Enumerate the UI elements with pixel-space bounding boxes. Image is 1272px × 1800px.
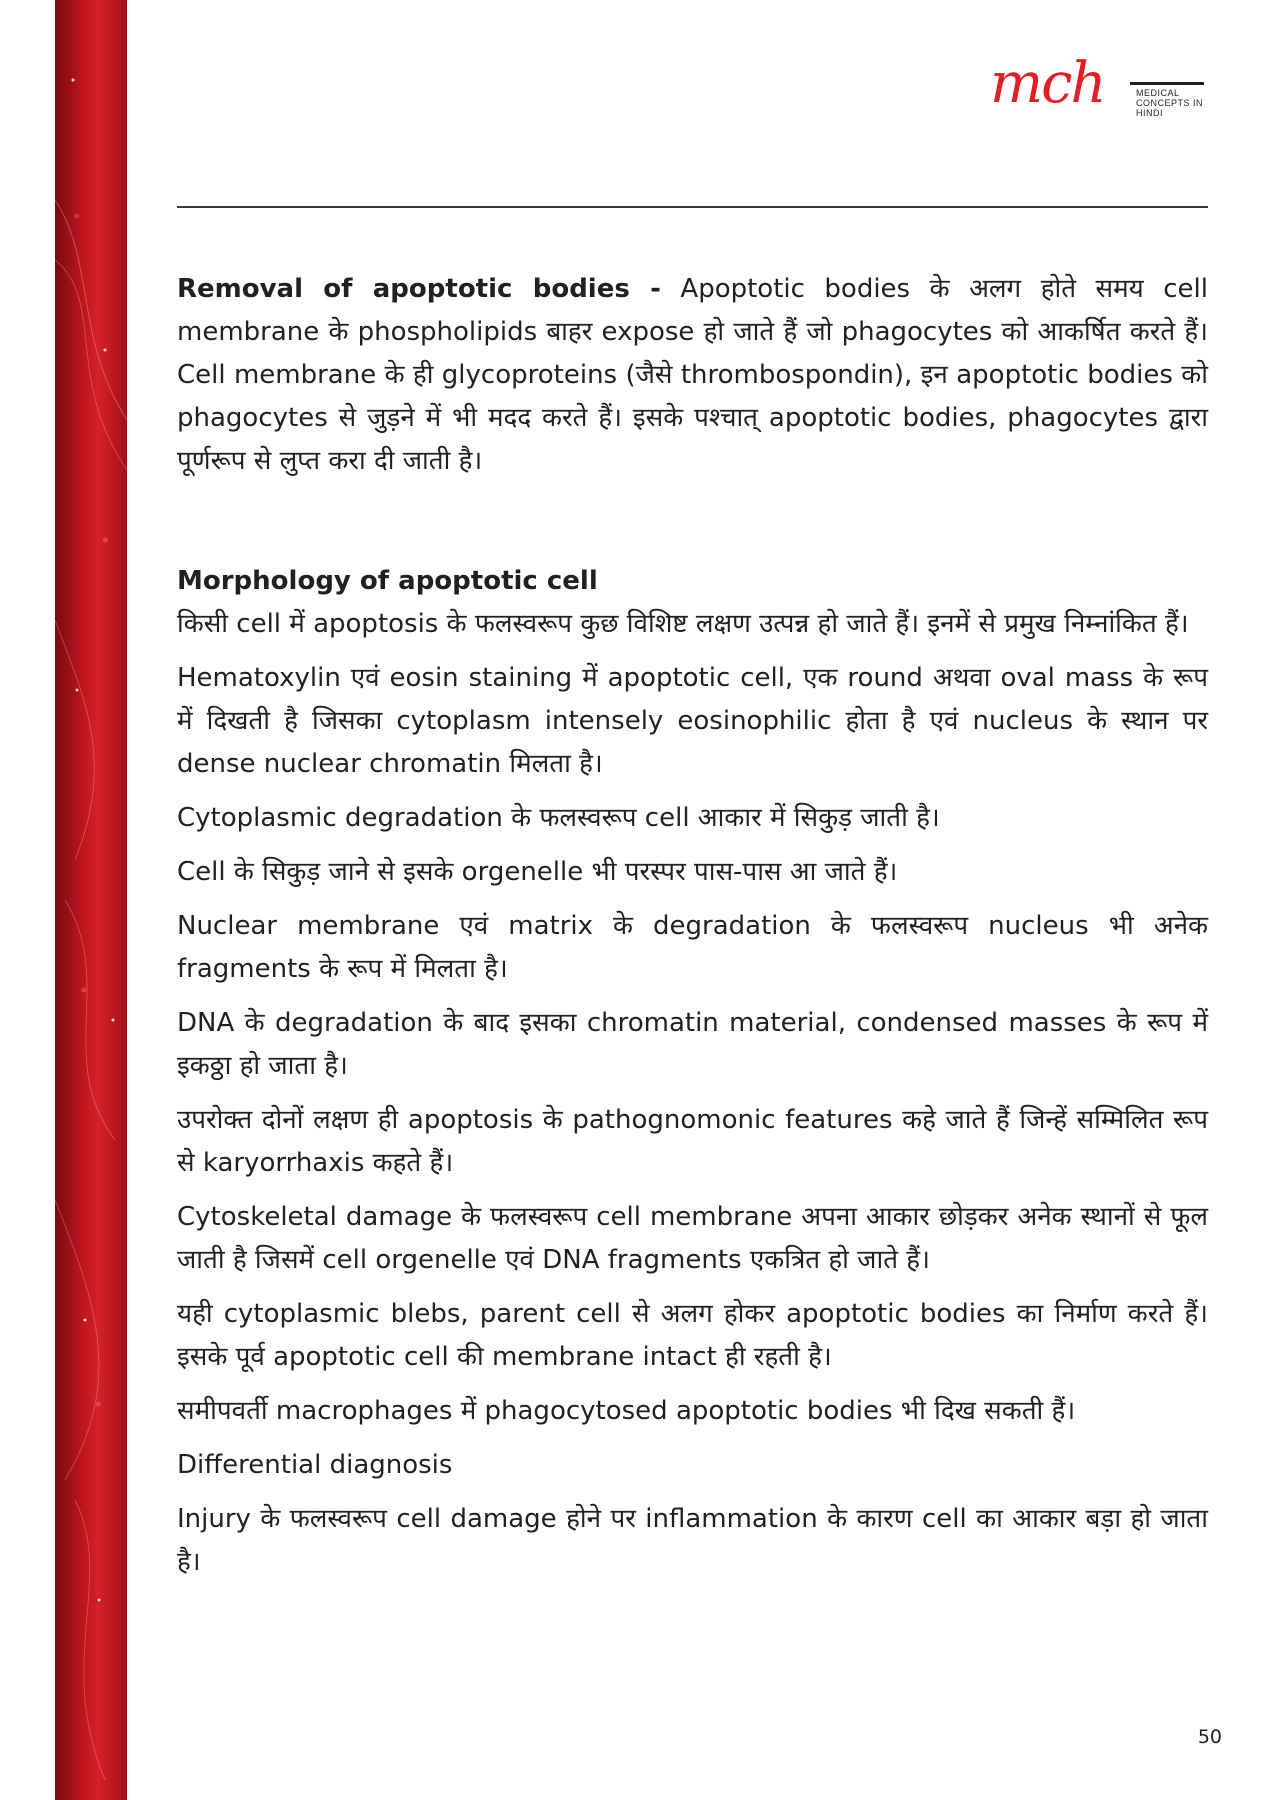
header-divider — [177, 206, 1208, 208]
body-paragraph: Injury के फलस्वरूप cell damage होने पर inflammation के कारण cell का आकार बड़ा हो जाता है। — [177, 1504, 1208, 1577]
decorative-side-band — [55, 0, 127, 1800]
body-paragraph: DNA के degradation के बाद इसका chromatin material, condensed masses के रूप में इकठ्ठा हो जाता है। — [177, 1008, 1208, 1081]
logo-rule — [1130, 82, 1204, 85]
body-paragraph: किसी cell में apoptosis के फलस्वरूप कुछ विशिष्ट लक्षण उत्पन्न हो जाते हैं। इनमें से प्रमुख निम्नांकित हैं। — [177, 609, 1189, 639]
body-paragraph: उपरोक्त दोनों लक्षण ही apoptosis के pathognomonic features कहे जाते हैं जिन्हें सम्मिलित रूप से karyorrhaxis कहते हैं। — [177, 1105, 1208, 1178]
page-content — [177, 268, 1208, 1584]
body-paragraph: यही cytoplasmic blebs, parent cell से अलग होकर apoptotic bodies का निर्माण करते हैं। इसके पूर्व apoptotic cell की membrane intact ही रहती है। — [177, 1299, 1208, 1372]
logo-tagline-line: CONCEPTS IN — [1136, 98, 1204, 108]
body-paragraph: Cytoskeletal damage के फलस्वरूप cell membrane अपना आकार छोड़कर अनेक स्थानों से फूल जाती है जिसमें cell orgenelle एवं DNA fragments एकत्रित हो जाते हैं। — [177, 1202, 1208, 1275]
intro-text: Apoptotic bodies के अलग होते समय cell membrane के phospholipids बाहर expose हो जाते हैं जो phagocytes को आकर्षित करते हैं। Cell membrane के ही glycoproteins (जैसे thrombospondin), इन apoptotic bodies को phagocytes से जुड़ने में भी मदद करते हैं। इसके पश्चात् apoptotic bodies, phagocytes द्वारा पूर्णरूप से लुप्त करा दी जाती है। — [177, 274, 1208, 476]
body-paragraph: Cytoplasmic degradation के फलस्वरूप cell आकार में सिकुड़ जाती है। — [177, 803, 940, 833]
body-paragraph: समीपवर्ती macrophages में phagocytosed apoptotic bodies भी दिख सकती हैं। — [177, 1396, 1076, 1426]
logo-mark: mch — [990, 51, 1105, 116]
side-band-pattern — [55, 0, 127, 1800]
section-title: Morphology of apoptotic cell — [177, 566, 598, 596]
brand-logo — [990, 52, 1210, 124]
body-paragraph: Nuclear membrane एवं matrix के degradation के फलस्वरूप nucleus भी अनेक fragments के रूप में मिलता है। — [177, 911, 1208, 984]
intro-paragraph — [177, 268, 1208, 483]
logo-tagline — [1136, 88, 1206, 118]
logo-tagline-line: MEDICAL — [1136, 88, 1180, 98]
logo-tagline-line: HINDI — [1136, 108, 1163, 118]
body-paragraph: Hematoxylin एवं eosin staining में apoptotic cell, एक round अथवा oval mass के रूप में दिखती है जिसका cytoplasm intensely eosinophilic होता है एवं nucleus के स्थान पर dense nuclear chromatin मिलता है। — [177, 663, 1208, 779]
body-paragraph: Differential diagnosis — [177, 1450, 453, 1480]
page-number: 50 — [1197, 1726, 1222, 1748]
intro-heading: Removal of apoptotic bodies - — [177, 274, 661, 304]
body-paragraph: Cell के सिकुड़ जाने से इसके orgenelle भी परस्पर पास-पास आ जाते हैं। — [177, 857, 898, 887]
